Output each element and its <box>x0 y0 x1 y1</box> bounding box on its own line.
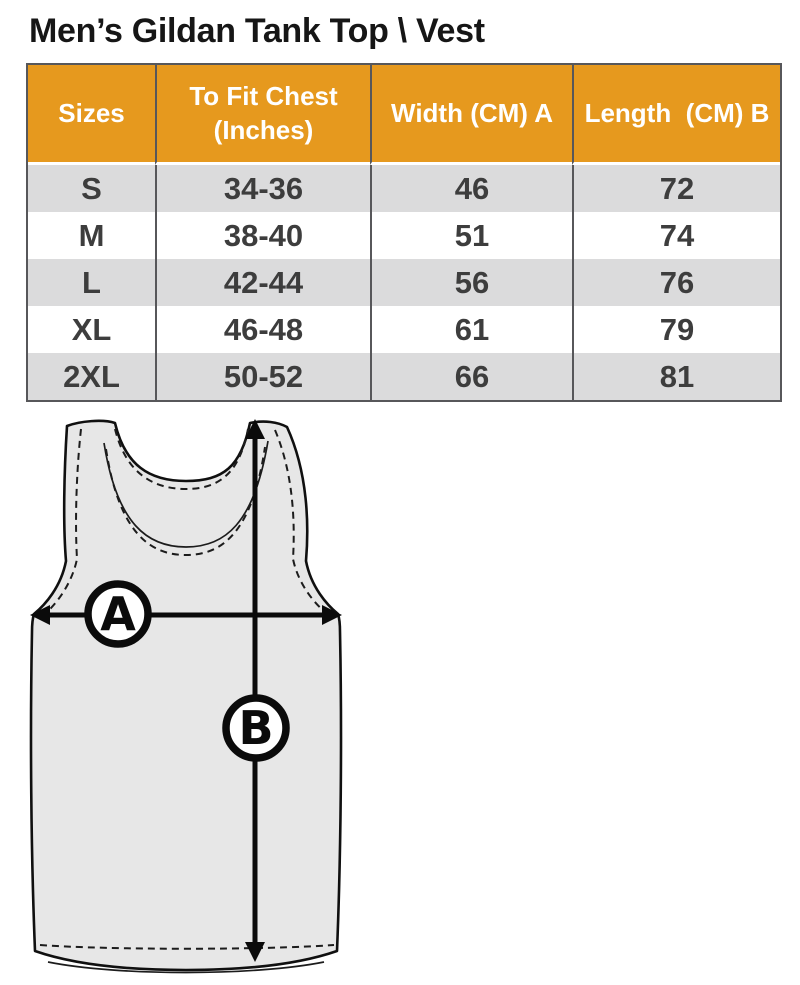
cell-size: 2XL <box>28 353 155 400</box>
column-header-length: Length (CM) B <box>572 65 780 165</box>
table-row <box>28 212 780 259</box>
cell-size: M <box>28 212 155 259</box>
cell-chest: 46-48 <box>155 306 370 353</box>
cell-length: 76 <box>572 259 780 306</box>
cell-size: L <box>28 259 155 306</box>
column-header-width: Width (CM) A <box>370 65 572 165</box>
cell-chest: 34-36 <box>155 165 370 212</box>
tank-top-outline <box>31 421 341 970</box>
cell-width: 51 <box>370 212 572 259</box>
cell-length: 81 <box>572 353 780 400</box>
cell-width: 61 <box>370 306 572 353</box>
tank-top-diagram <box>18 413 354 979</box>
table-row <box>28 259 780 306</box>
size-table <box>26 63 782 402</box>
cell-chest: 42-44 <box>155 259 370 306</box>
cell-length: 79 <box>572 306 780 353</box>
cell-size: S <box>28 165 155 212</box>
width-label: A <box>100 587 136 641</box>
cell-width: 56 <box>370 259 572 306</box>
table-row <box>28 306 780 353</box>
column-header-chest: To Fit Chest (Inches) <box>155 65 370 165</box>
header-row <box>28 65 780 165</box>
length-label: B <box>238 701 274 755</box>
cell-width: 46 <box>370 165 572 212</box>
cell-chest: 38-40 <box>155 212 370 259</box>
cell-length: 74 <box>572 212 780 259</box>
page-title: Men’s Gildan Tank Top \ Vest <box>29 12 485 50</box>
column-header-sizes: Sizes <box>28 65 155 165</box>
table-row <box>28 353 780 400</box>
cell-chest: 50-52 <box>155 353 370 400</box>
cell-size: XL <box>28 306 155 353</box>
cell-width: 66 <box>370 353 572 400</box>
table-row <box>28 165 780 212</box>
cell-length: 72 <box>572 165 780 212</box>
